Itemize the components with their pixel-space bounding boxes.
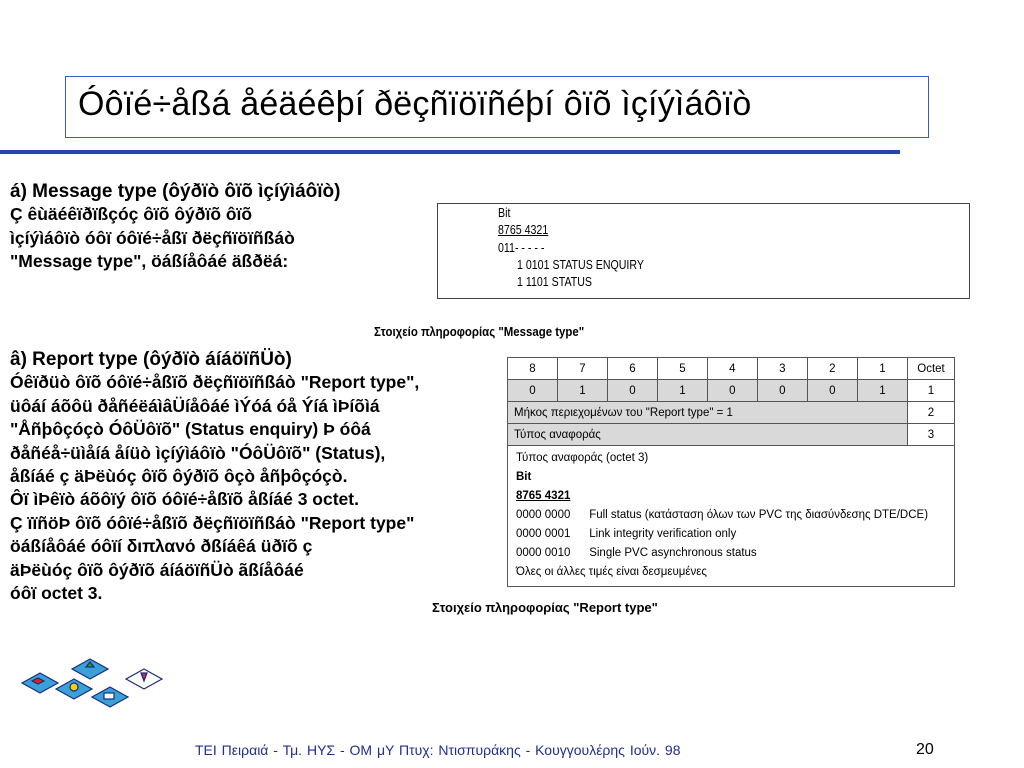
- page-number: 20: [916, 741, 934, 758]
- title-box: [65, 76, 929, 138]
- desc-bit-label: Bit: [516, 471, 532, 483]
- section-b-line: óôï octet 3.: [10, 583, 103, 604]
- table-row: [508, 358, 955, 380]
- desc-code: 0000 0000: [516, 509, 571, 521]
- section-b-line: Ç ïïñöÞ ôïõ óôïé÷åßïõ ðëçñïöïñßáò "Report type": [10, 512, 415, 533]
- bit-value-cell: 1: [557, 380, 607, 402]
- bit-value-cell: 0: [607, 380, 657, 402]
- bit-value-cell: 0: [508, 380, 558, 402]
- section-b-line: öáßíåôáé óôïí διπλανό ðßíáêá üðïõ ç: [10, 536, 313, 557]
- bit-value-cell: 0: [807, 380, 857, 402]
- section-b-line: ðåñéå÷üìåíá åíüò ìçíýìáôïò "ÓôÜôïõ" (Status),: [10, 442, 386, 463]
- section-a-line: "Message type", öáßíåôáé äßðëá:: [10, 251, 289, 272]
- octet-number-cell: 1: [908, 380, 955, 402]
- section-a-line: ìçíýìáôïò óôï óôïé÷åßï ðëçñïöïñßáò: [10, 227, 295, 248]
- bit-header-cell: 2: [807, 358, 857, 380]
- table-row: [508, 402, 955, 424]
- desc-row: [516, 544, 946, 563]
- octet-number-cell: 3: [908, 424, 955, 446]
- slide-title: Óôïé÷åßá åéäéêþí ðëçñïöïñéþí ôïõ ìçíýìáôïò: [78, 85, 752, 123]
- octet-number-cell: 2: [908, 402, 955, 424]
- bit-value-cell: 1: [657, 380, 707, 402]
- bit-header-cell: 3: [757, 358, 807, 380]
- bit-label: Bit: [498, 206, 511, 220]
- report-type-table: [507, 357, 955, 587]
- bit-value-cell: 0: [707, 380, 757, 402]
- caption-report-type: Στοιχείο πληροφορίας "Report type": [432, 600, 658, 615]
- bit-header-cell: 6: [607, 358, 657, 380]
- section-a-line: Ç êùäéêïðïßçóç ôïõ ôýðïõ ôïõ: [10, 204, 253, 225]
- bit-header-cell: 1: [857, 358, 907, 380]
- bit-row-status-enquiry: 1 0101 STATUS ENQUIRY: [517, 258, 644, 272]
- bit-prefix: 011- - - - -: [498, 241, 545, 255]
- desc-code: 0000 0010: [516, 547, 571, 559]
- caption-message-type: Στοιχείο πληροφορίας "Message type": [374, 324, 585, 339]
- section-a-line: á) Message type (ôýðïò ôïõ ìçíýìáôïò): [10, 181, 341, 202]
- desc-text: Single PVC asynchronous status: [589, 547, 757, 559]
- table-row: [508, 424, 955, 446]
- desc-text: Full status (κατάσταση όλων των PVC της διασύνδεσης DTE/DCE): [589, 509, 929, 521]
- bit-header-cell: 5: [657, 358, 707, 380]
- section-b-text: [10, 348, 419, 605]
- section-b-line: äÞëùóç ôïõ ôýðïõ áíáöïñÜò ãßíåôáé: [10, 559, 304, 580]
- bit-value-cell: 0: [757, 380, 807, 402]
- section-b-line: â) Report type (ôýðïò áíáöïñÜò): [10, 349, 292, 370]
- section-b-line: "Åñþôçóçò ÓôÜôïõ" (Status enquiry) Þ óôá: [10, 419, 371, 440]
- section-b-line: åßíáé ç äÞëùóç ôïõ ôýðïõ ôçò åñþôçóçò.: [10, 466, 348, 487]
- desc-bit-positions: 8765 4321: [516, 490, 571, 502]
- bit-header-cell: 7: [557, 358, 607, 380]
- report-type-description: [508, 446, 955, 587]
- bit-positions: 8765 4321: [498, 223, 549, 237]
- section-b-line: Ôï ìÞêïò áõôïý ôïõ óôïé÷åßïõ åßíáé 3 octet.: [10, 489, 359, 510]
- title-divider: [0, 150, 900, 154]
- bit-header-cell: 4: [707, 358, 757, 380]
- desc-text: Link integrity verification only: [589, 528, 737, 540]
- footer-text: ΤΕΙ Πειραιά - Τμ. ΗΥΣ - ΟΜ μΥ Πτυχ: Ντισπυράκης - Κουγγουλέρης Ιούν. 98: [195, 742, 681, 758]
- section-a-text: [10, 180, 340, 274]
- desc-row: [516, 525, 946, 544]
- table-row: [508, 446, 955, 587]
- desc-footer: Όλες οι άλλες τιμές είναι δεσμευμένες: [516, 566, 707, 578]
- desc-title: Τύπος αναφοράς (octet 3): [516, 452, 649, 464]
- octet-header-cell: Octet: [908, 358, 955, 380]
- puzzle-pieces-network-icon: [18, 655, 168, 715]
- message-type-bit-box: [437, 203, 970, 299]
- section-b-line: üôáí áõôü ðåñéëáìâÜíåôáé ìÝóá óå Ýíá ìÞíõìá: [10, 395, 380, 416]
- length-cell: Μήκος περιεχομένων του "Report type" = 1: [508, 402, 908, 424]
- bit-header-cell: 8: [508, 358, 558, 380]
- bit-value-cell: 1: [857, 380, 907, 402]
- report-type-cell: Τύπος αναφοράς: [508, 424, 908, 446]
- desc-row: [516, 506, 946, 525]
- table-row: [508, 380, 955, 402]
- bit-row-status: 1 1101 STATUS: [517, 275, 592, 289]
- section-b-line: Óêïðüò ôïõ óôïé÷åßïõ ðëçñïöïñßáò "Report type",: [10, 372, 420, 393]
- desc-code: 0000 0001: [516, 528, 571, 540]
